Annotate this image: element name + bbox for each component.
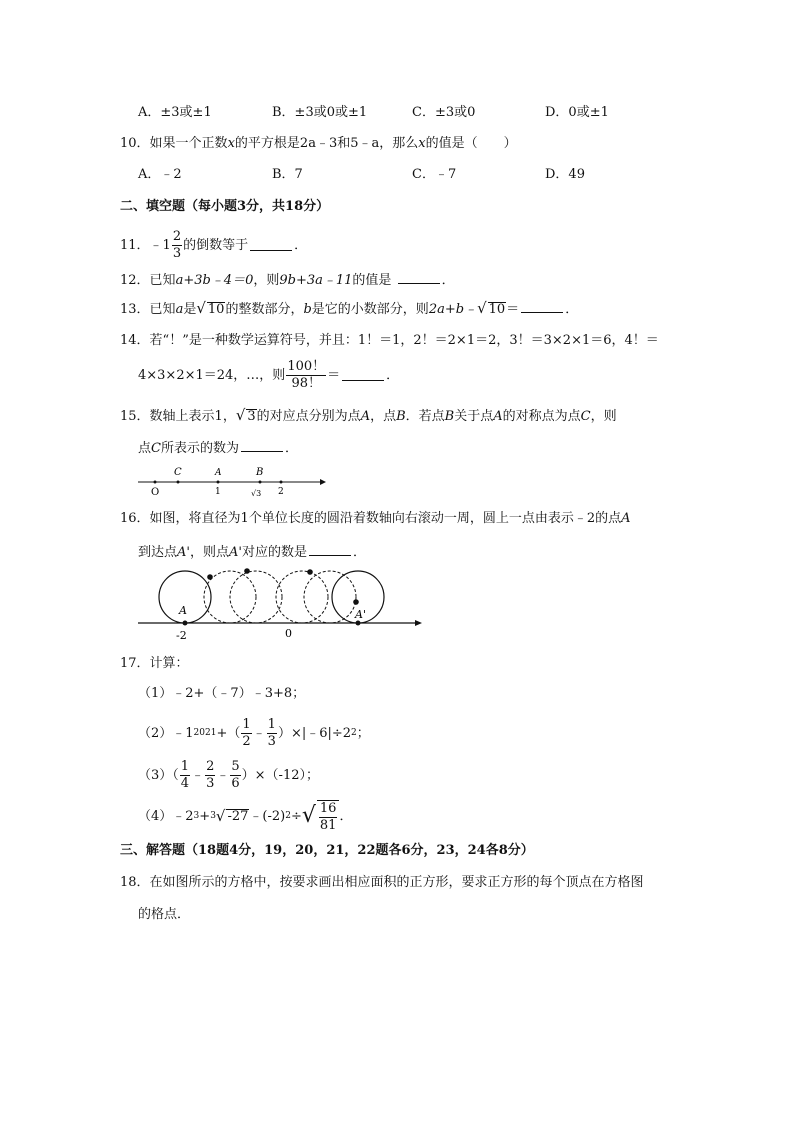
answer-blank	[521, 301, 563, 313]
period: ．	[284, 441, 298, 456]
q15-text: 点	[138, 441, 152, 456]
denominator: 3	[267, 733, 276, 749]
q16-rolling-circle-figure	[130, 562, 430, 644]
var-b: b	[303, 302, 312, 317]
section-title-fill-blank: 二、填空题（每小题3分，共18分）	[120, 199, 330, 214]
q10-text: 如果一个正数	[149, 136, 228, 151]
q14-text: 4×3×2×1＝24，…，则	[138, 367, 286, 383]
sqrt-sign: √	[477, 299, 487, 317]
axis-arrow	[415, 620, 422, 626]
point-c	[177, 481, 180, 484]
q14-text: 若“！”是一种数学运算符号，并且：1！＝1，2！＝2×1＝2，3！＝3×2×1＝6，4！＝	[149, 333, 659, 348]
question-15-line2	[138, 440, 298, 455]
part-text: +（	[216, 725, 241, 741]
numerator: 1	[242, 717, 251, 732]
exponent: 2	[285, 810, 291, 821]
label-o: O	[151, 487, 160, 498]
question-11	[120, 230, 307, 260]
q16-text: 到达点	[138, 545, 178, 560]
sqrt-sign: √	[301, 803, 316, 829]
exponent: 2	[351, 727, 357, 738]
q16-text: 如图，将直径为1个单位长度的圆沿着数轴向右滚动一周，圆上一点由表示﹣2的点	[149, 511, 622, 526]
q15-text: ．若点	[405, 409, 445, 424]
sqrt-sign: √	[215, 806, 226, 825]
numerator: 2	[206, 759, 215, 774]
point-b	[259, 481, 262, 484]
q9-option-b: B．±3或0或±1	[272, 105, 368, 120]
q10-option-d: D．49	[545, 167, 585, 182]
var-a: a	[175, 302, 184, 317]
q13-text: 是它的小数部分，则	[311, 302, 429, 317]
question-15-line1	[120, 408, 617, 423]
q10-text: 的值是（ ）	[425, 136, 517, 151]
sqrt-sign: √	[235, 406, 246, 424]
question-18-line1: 18．在如图所示的方格中，按要求画出相应面积的正方形，要求正方形的每个顶点在方格图	[120, 875, 644, 890]
q16-text: 对应的数是	[241, 545, 307, 560]
point-label: B	[444, 409, 455, 424]
numerator: 1	[267, 717, 276, 732]
axis-arrow	[320, 479, 326, 485]
q17-part-4	[138, 800, 352, 832]
part-text: （2）﹣1	[138, 725, 194, 741]
period: ．	[294, 237, 308, 253]
denominator: 98！	[291, 375, 321, 391]
rolling-point-1	[207, 574, 213, 580]
part-text: （4）﹣2	[138, 808, 194, 824]
q9-option-a: A．±3或±1	[138, 105, 212, 120]
point-label: A'	[229, 545, 242, 560]
denominator: 3	[206, 775, 215, 791]
q13-text: 是	[183, 302, 197, 317]
point-a-prime	[356, 621, 361, 626]
divide: ÷	[290, 808, 302, 824]
question-17-title: 17．计算：	[120, 656, 189, 671]
denominator: 3	[172, 245, 182, 261]
part-text: ；	[356, 725, 370, 741]
period: ．	[386, 367, 400, 383]
label-two: 2	[278, 487, 284, 497]
var-x: x	[418, 136, 426, 151]
point-label: B	[396, 409, 406, 424]
denominator: 6	[231, 775, 240, 791]
question-number: 15．	[120, 409, 150, 424]
fraction	[241, 718, 251, 748]
tick-label-zero: 0	[285, 627, 292, 640]
q16-text: ，则点	[189, 545, 229, 560]
q15-text: 所表示的数为	[160, 441, 239, 456]
q12-text: ，则	[253, 273, 280, 288]
question-14-line1	[120, 334, 659, 347]
q10-option-b: B．7	[272, 167, 303, 182]
answer-blank	[342, 369, 384, 381]
minus: ﹣	[216, 767, 230, 783]
fraction	[205, 760, 215, 790]
numerator: 5	[231, 759, 240, 774]
fraction	[286, 360, 326, 390]
q15-text: ，点	[370, 409, 397, 424]
label-b: B	[256, 467, 264, 478]
q15-text: 的对称点为点	[502, 409, 581, 424]
label-a: A	[215, 468, 222, 478]
question-number: 13．	[120, 302, 150, 317]
question-16-line2	[138, 544, 366, 559]
numerator: 100！	[287, 359, 326, 374]
question-number: 16．	[120, 511, 150, 526]
q10-option-c: C．﹣7	[412, 167, 457, 182]
rolling-circle-3	[276, 571, 328, 623]
label-one: 1	[215, 487, 221, 497]
question-number: 10．	[120, 136, 150, 151]
question-12	[120, 272, 455, 287]
q12-text: 的值是	[352, 273, 392, 288]
exponent: 3	[193, 810, 200, 821]
question-16-line1	[120, 512, 630, 525]
radicand: 10	[488, 302, 506, 317]
point-a	[217, 481, 220, 484]
q15-number-line-figure	[130, 462, 330, 500]
radicand: 3	[247, 409, 256, 424]
period: ．	[352, 545, 366, 560]
q11-text: 的倒数等于	[183, 237, 249, 253]
expr: a+3b﹣4＝0	[175, 273, 254, 288]
numerator: 16	[319, 801, 337, 816]
fraction	[230, 760, 240, 790]
label-c: C	[174, 467, 182, 478]
equals: ＝	[506, 302, 520, 317]
minus: ﹣	[191, 767, 205, 783]
fraction	[319, 802, 338, 832]
fraction	[172, 230, 182, 260]
q17-part-2	[138, 718, 370, 748]
rolling-circle-4	[304, 571, 356, 623]
part-text: ﹣(-2)	[249, 808, 286, 824]
q13-text: 的整数部分，	[225, 302, 304, 317]
q9-option-c: C．±3或0	[412, 105, 476, 120]
root-index: 3	[210, 810, 216, 821]
numerator: 1	[180, 759, 190, 774]
q15-text: 数轴上表示1，	[149, 409, 236, 424]
radicand: -27	[227, 809, 249, 825]
q10-text: ，那么	[379, 136, 419, 151]
question-number: 14．	[120, 333, 150, 348]
q15-text: ，则	[590, 409, 617, 424]
answer-blank	[241, 440, 283, 452]
label-a-prime: A'	[355, 608, 366, 621]
minus: ﹣	[252, 725, 266, 741]
radicand: 10	[207, 302, 225, 317]
question-10	[120, 137, 517, 150]
label-sqrt3: √3	[251, 489, 262, 498]
denominator: 4	[180, 775, 190, 791]
q15-text: 关于点	[454, 409, 494, 424]
q13-text: 已知	[149, 302, 176, 317]
q12-text: 已知	[149, 273, 176, 288]
period: ．	[339, 808, 353, 824]
expr: 2a+b﹣	[428, 302, 478, 317]
expr: 5﹣a	[350, 136, 380, 151]
fraction	[180, 760, 190, 790]
q10-text: 的平方根是	[234, 136, 300, 151]
point-label: A	[621, 511, 631, 526]
expr: 2a﹣3	[299, 136, 338, 151]
section-title-solve: 三、解答题（18题4分，19，20，21，22题各6分，23，24各8分）	[120, 843, 534, 858]
q17-part-3	[138, 760, 319, 790]
equals: ＝	[327, 367, 341, 383]
rolling-point-4	[353, 599, 359, 605]
q15-text: 的对应点分别为点	[256, 409, 361, 424]
denominator: 2	[242, 733, 251, 749]
fraction	[267, 718, 277, 748]
radicand	[317, 800, 340, 832]
tick-label-minus-two: -2	[176, 629, 187, 642]
point-o	[154, 481, 157, 484]
rolling-point-2	[244, 568, 250, 574]
answer-blank	[309, 544, 351, 556]
exponent: 2021	[193, 727, 217, 738]
point-label: C	[151, 441, 161, 456]
question-number: 12．	[120, 273, 150, 288]
point-two	[280, 481, 283, 484]
q10-option-a: A．﹣2	[138, 167, 182, 182]
point-label: A	[493, 409, 503, 424]
part-text: （3）（	[138, 767, 179, 783]
question-number: 11．	[120, 237, 150, 253]
question-18-line2: 的格点．	[138, 907, 191, 922]
question-13	[120, 301, 578, 316]
plus: +	[199, 808, 211, 824]
numerator: 2	[172, 229, 182, 244]
answer-blank	[398, 272, 440, 284]
answer-blank	[250, 239, 292, 251]
point-label: A	[360, 409, 371, 424]
period: ．	[441, 273, 455, 288]
mixed-number: ﹣1	[149, 237, 171, 253]
q17-part-1: （1）﹣2+（﹣7）﹣3+8；	[138, 686, 306, 701]
q10-text: 和	[337, 136, 351, 151]
rolling-point-3	[307, 569, 313, 575]
period: ．	[565, 302, 579, 317]
point-label: A'	[177, 545, 190, 560]
var-x: x	[227, 136, 235, 151]
denominator: 81	[319, 817, 337, 833]
part-text: ）×（-12）；	[241, 767, 319, 783]
sqrt-sign: √	[196, 299, 206, 317]
label-a: A	[179, 604, 187, 617]
point-label: C	[580, 409, 591, 424]
expr: 9b+3a﹣11	[279, 273, 353, 288]
part-text: ）×|﹣6|÷2	[277, 725, 352, 741]
q9-option-d: D．0或±1	[545, 105, 609, 120]
point-a	[183, 621, 188, 626]
question-14-line2	[138, 360, 399, 390]
